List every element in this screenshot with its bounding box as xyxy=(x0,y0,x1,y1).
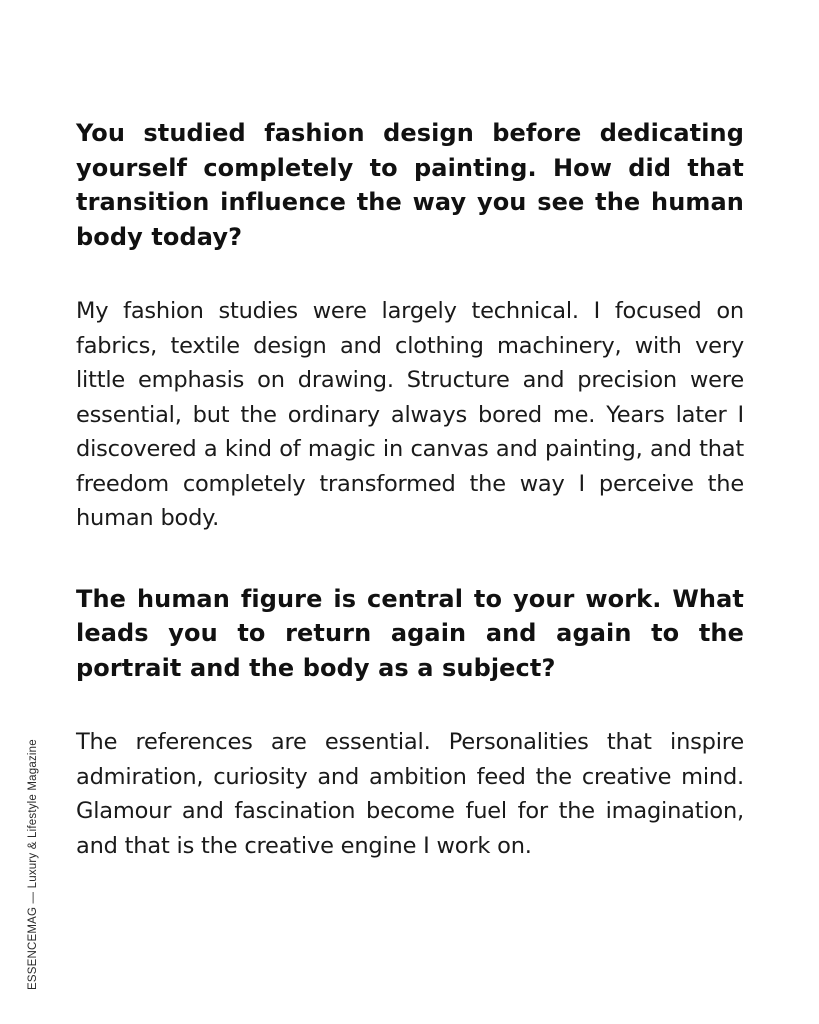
interview-body xyxy=(76,116,744,863)
magazine-side-credit: ESSENCEMAG — Luxury & Lifestyle Magazine xyxy=(27,739,39,990)
interview-question-2: The human figure is central to your work. What leads you to return again and again to the portrait and the body as a subject? xyxy=(76,584,744,682)
interview-answer-2: The references are essential. Personalities that inspire admiration, curiosity and ambition feed the creative mind. Glamour and fascination become fuel for the imagination, and that is the creative engine I work on. xyxy=(76,729,744,859)
interview-answer-1: My fashion studies were largely technical. I focused on fabrics, textile design and clothing machinery, with very little emphasis on drawing. Structure and precision were essential, but the ordinary always bored me. Years later I discovered a kind of magic in canvas and painting, and that freedom completely transformed the way I perceive the human body. xyxy=(76,298,744,531)
interview-question-1: You studied fashion design before dedicating yourself completely to painting. How did that transition influence the way you see the human body today? xyxy=(76,119,744,251)
